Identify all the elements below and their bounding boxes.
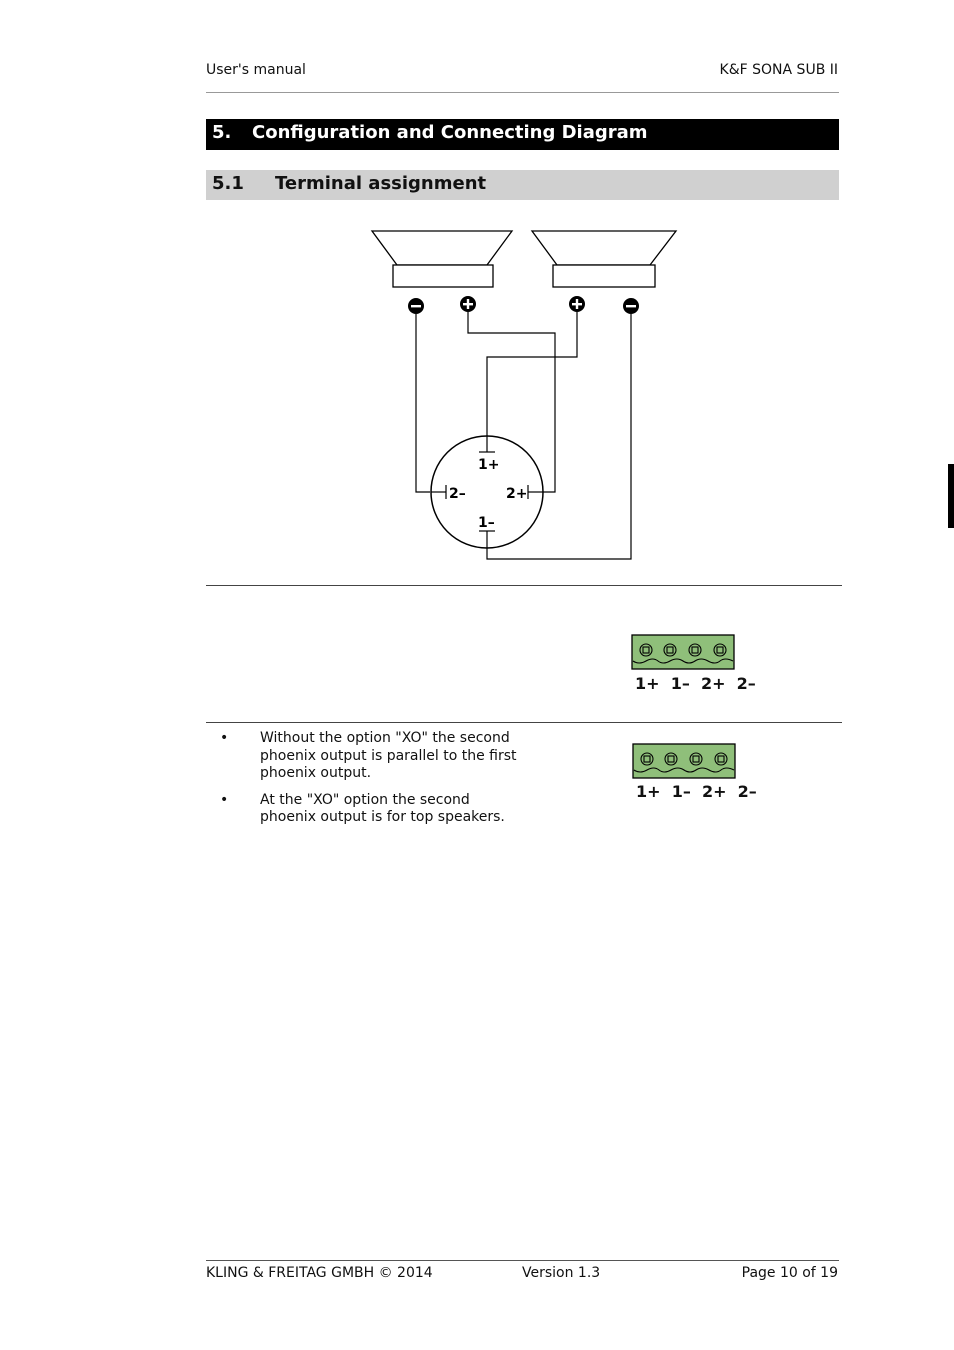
pin-label-2minus: 2– (449, 486, 466, 502)
minus-terminal-left-icon (408, 298, 424, 314)
footer-version: Version 1.3 (522, 1265, 601, 1281)
minus-terminal-right-icon (623, 298, 639, 314)
speaker-right (532, 231, 676, 287)
chapter-tab-marker (948, 464, 954, 528)
bullet-marker: • (220, 791, 229, 808)
subsection-number: 5.1 (212, 173, 244, 194)
phoenix-connector-2 (632, 743, 736, 779)
list-item (220, 730, 520, 783)
phoenix-1-label-1minus: 1– (670, 674, 690, 693)
phoenix-connector-1 (631, 634, 735, 670)
wiring-diagram (0, 0, 954, 600)
footer-page-number: Page 10 of 19 (741, 1265, 838, 1281)
header-left: User's manual (206, 62, 306, 78)
plus-terminal-right-icon (569, 296, 585, 312)
speaker-left (372, 231, 512, 287)
phoenix-2-label-2minus: 2– (737, 782, 757, 801)
section-title: Configuration and Connecting Diagram (252, 122, 648, 143)
phoenix-2-label-2plus: 2+ (701, 782, 727, 801)
bullet-text: At the "XO" option the second phoenix output is for top speakers. (260, 791, 505, 825)
list-item (220, 792, 520, 827)
phoenix-1-label-1plus: 1+ (635, 674, 660, 693)
plus-terminal-left-icon (460, 296, 476, 312)
bullet-text: Without the option "XO" the second phoenix output is parallel to the first phoenix output. (260, 730, 517, 781)
pin-label-1minus: 1– (478, 515, 495, 531)
wires (416, 312, 631, 559)
footer-company: KLING & FREITAG GMBH © 2014 (206, 1265, 433, 1281)
phoenix-2-label-1minus: 1– (671, 782, 691, 801)
phoenix-1-pin-labels (635, 674, 756, 693)
phoenix-1-label-2plus: 2+ (700, 674, 726, 693)
phoenix-2-pin-labels (636, 782, 757, 801)
phoenix-2-label-1plus: 1+ (636, 782, 661, 801)
phoenix-1-label-2minus: 2– (736, 674, 756, 693)
subsection-title: Terminal assignment (275, 173, 487, 194)
pin-label-2plus: 2+ (506, 486, 528, 502)
section-number: 5. (212, 122, 232, 143)
bullet-marker: • (220, 730, 229, 746)
bullet-list (220, 730, 520, 836)
pin-label-1plus: 1+ (478, 457, 500, 473)
table-rule-middle (206, 722, 842, 723)
footer-divider (206, 1260, 839, 1261)
header-right: K&F SONA SUB II (719, 62, 838, 78)
table-rule-top (206, 585, 842, 586)
